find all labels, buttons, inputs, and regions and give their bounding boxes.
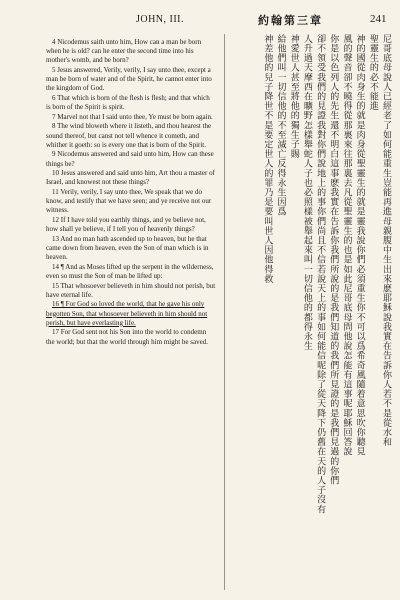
chinese-text-column: 給他們叫一切信他的不至滅亡反得永生因爲 <box>275 34 286 217</box>
chinese-text-column: 風的聲音卻不曉得從那裏來往那裏去凡從聖靈生的也是如此尼哥底母問他說怎能有這事呢耶穌回答說 <box>341 34 352 457</box>
chinese-text-column: 神愛世人甚至將他的獨生子賜 <box>288 34 299 159</box>
chinese-text-column: 神的國從肉身生的就是肉身從聖靈生的就是靈我說你們必須重生你不可以爲希奇風隨着意思吹你聽見 <box>354 34 365 457</box>
chinese-text-column: 神差他的兒子降世不是要定世人的罪乃是要叫世人因他得救 <box>262 34 273 284</box>
verse-paragraph: 13 And no man hath ascended up to heaven, but he that came down from heaven, even the Son of man which is in heaven. <box>46 234 209 262</box>
chinese-running-header: 約翰第三章 <box>258 14 323 27</box>
verse-paragraph: 8 The wind bloweth where it listeth, and thou hearest the sound thereof, but canst not tell whence it cometh, and whither it goeth: so is every one that is born of the Spirit. <box>46 122 212 149</box>
verse-paragraph: 15 That whosoever believeth in him should not perish, but have eternal life. <box>46 281 216 299</box>
verse-paragraph: 5 Jesus answered, Verily, verily, I say unto thee, except a man be born of water and of the Spirit, he cannot enter into the kingdom of God. <box>46 66 212 93</box>
verse-paragraph: 9 Nicodemus answered and said unto him, How can these things be? <box>46 150 214 168</box>
column-divider <box>224 34 225 590</box>
chinese-text-column: 聖靈生的必不能進 <box>367 34 378 111</box>
chinese-text-column: 人升過天摩西在曠野怎樣舉蛇人子也必照樣被舉起來叫一切信他的都得永生 <box>301 34 312 351</box>
verse-paragraph: 11 Verily, verily, I say unto thee, We speak that we do know, and testify that we have seen; and ye receive not our witness. <box>46 187 212 215</box>
chinese-text-column: 卻不領受我們的見證我對你們說地上的事你們尚且不信若說天上的事如何能信呢除了從天降下仍舊在天的人子沒有 <box>315 34 326 514</box>
verse-paragraph: 4 Nicodemus saith unto him, How can a man be born when he is old? can he enter the second time into his mother's womb, and be born? <box>46 38 202 65</box>
verse-paragraph: 16 ¶ For God so loved the world, that he gave his only begotten Son, that whosoever believeth in him should not perish, but have everlasting life. <box>46 300 208 327</box>
verse-paragraph: 10 Jesus answered and said unto him, Art thou a master of Israel, and knowest not these things? <box>46 169 215 187</box>
chinese-text-columns <box>232 34 392 590</box>
verse-paragraph: 6 That which is born of the flesh is flesh; and that which is born of the Spirit is spirit. <box>46 94 210 112</box>
english-running-header: JOHN, III. <box>135 14 185 25</box>
english-text-column <box>46 38 216 586</box>
chinese-text-column: 尼哥底母說人已經老了如何能重生豈能再進母親腹中生出來麽耶穌說我實在告訴你人若不是從水和 <box>381 34 391 447</box>
verse-paragraph: 12 If I have told you earthly things, and ye believe not, how shall ye believe, if I tell you of heavenly things? <box>46 215 206 234</box>
verse-paragraph: 14 ¶ And as Moses lifted up the serpent in the wilderness, even so must the Son of man be lifted up: <box>46 262 214 280</box>
verse-paragraph: 7 Marvel not that I said unto thee, Ye must be born again. <box>52 112 213 121</box>
page-number: 241 <box>370 13 387 25</box>
chinese-text-column: 你是以色列人的先生還不明白這事麽我實在告訴你我們所說的是我們知道的我們所見證的是我們見過的你們 <box>328 34 339 486</box>
verse-paragraph: 17 For God sent not his Son into the world to condemn the world; but that the world through him might be saved. <box>46 328 208 346</box>
